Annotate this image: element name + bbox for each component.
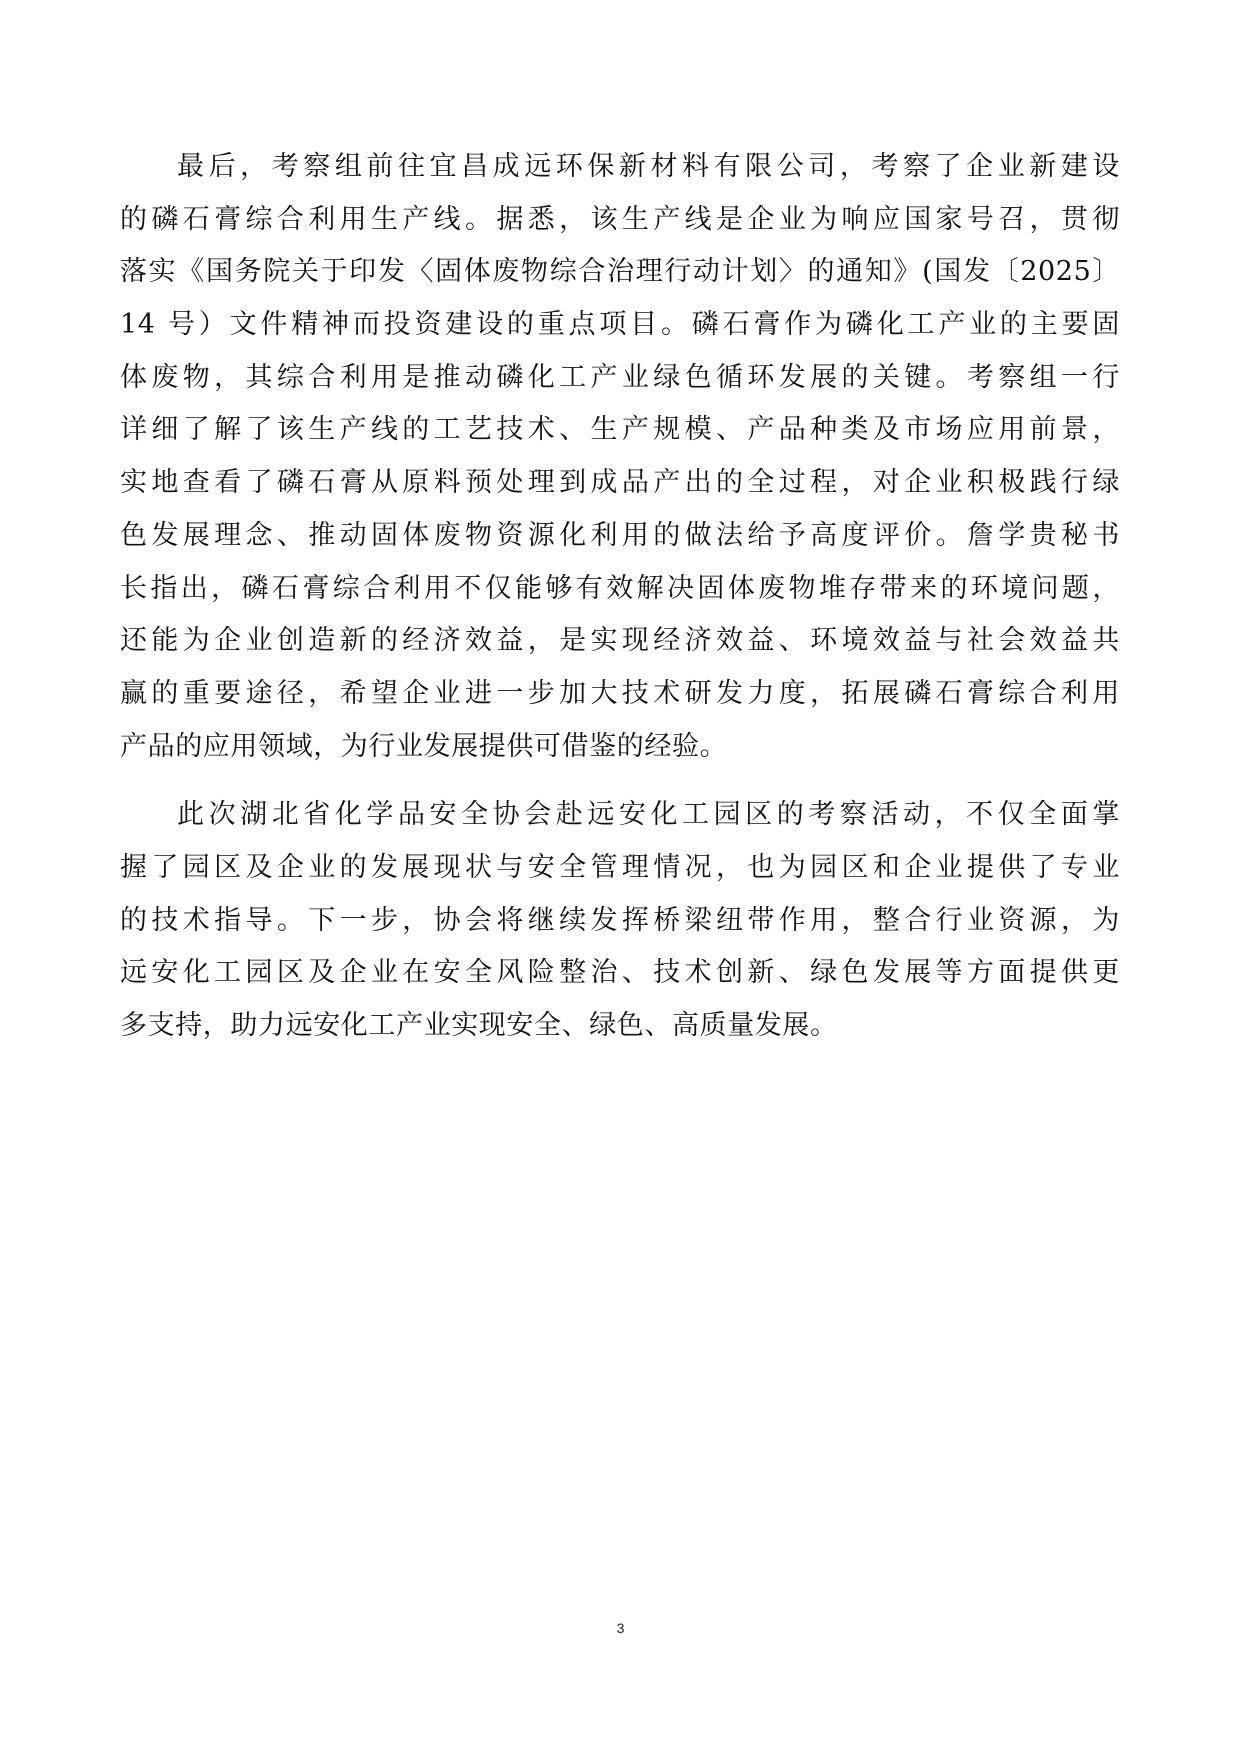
paragraph-line: 还能为企业创造新的经济效益，是实现经济效益、环境效益与社会效益共 xyxy=(120,625,1120,657)
paragraph-line: 落实《国务院关于印发〈固体废物综合治理行动计划〉的通知》(国发〔2025〕 xyxy=(120,256,1120,288)
paragraph-line: 产品的应用领域，为行业发展提供可借鉴的经验。 xyxy=(120,730,728,762)
paragraph-line: 远安化工园区及企业在安全风险整治、技术创新、绿色发展等方面提供更 xyxy=(120,957,1120,989)
paragraph-line: 的技术指导。下一步，协会将继续发挥桥梁纽带作用，整合行业资源，为 xyxy=(120,904,1120,936)
paragraph-line: 最后，考察组前往宜昌成远环保新材料有限公司，考察了企业新建设 xyxy=(177,151,1120,182)
paragraph-line: 的磷石膏综合利用生产线。据悉，该生产线是企业为响应国家号召，贯彻 xyxy=(120,203,1120,235)
paragraph-line: 长指出，磷石膏综合利用不仅能够有效解决固体废物堆存带来的环境问题， xyxy=(120,572,1120,604)
page-number: 3 xyxy=(616,1620,625,1636)
paragraph-line: 14 号）文件精神而投资建设的重点项目。磷石膏作为磷化工产业的主要固 xyxy=(120,309,1120,341)
paragraph-line: 此次湖北省化学品安全协会赴远安化工园区的考察活动，不仅全面掌 xyxy=(177,799,1120,831)
paragraph-line: 详细了解了该生产线的工艺技术、生产规模、产品种类及市场应用前景， xyxy=(120,414,1120,446)
paragraph-line: 多支持，助力远安化工产业实现安全、绿色、高质量发展。 xyxy=(120,1010,838,1041)
paragraph-1 xyxy=(120,141,1120,773)
paragraph-line: 实地查看了磷石膏从原料预处理到成品产出的全过程，对企业积极践行绿 xyxy=(120,467,1120,499)
paragraph-line: 握了园区及企业的发展现状与安全管理情况，也为园区和企业提供了专业 xyxy=(120,851,1120,883)
document-body xyxy=(120,125,1120,1069)
paragraph-line: 赢的重要途径，希望企业进一步加大技术研发力度，拓展磷石膏综合利用 xyxy=(120,677,1120,709)
paragraph-2 xyxy=(120,789,1120,1052)
paragraph-line: 色发展理念、推动固体废物资源化利用的做法给予高度评价。詹学贵秘书 xyxy=(120,519,1120,551)
paragraph-line: 体废物，其综合利用是推动磷化工产业绿色循环发展的关键。考察组一行 xyxy=(120,361,1120,393)
